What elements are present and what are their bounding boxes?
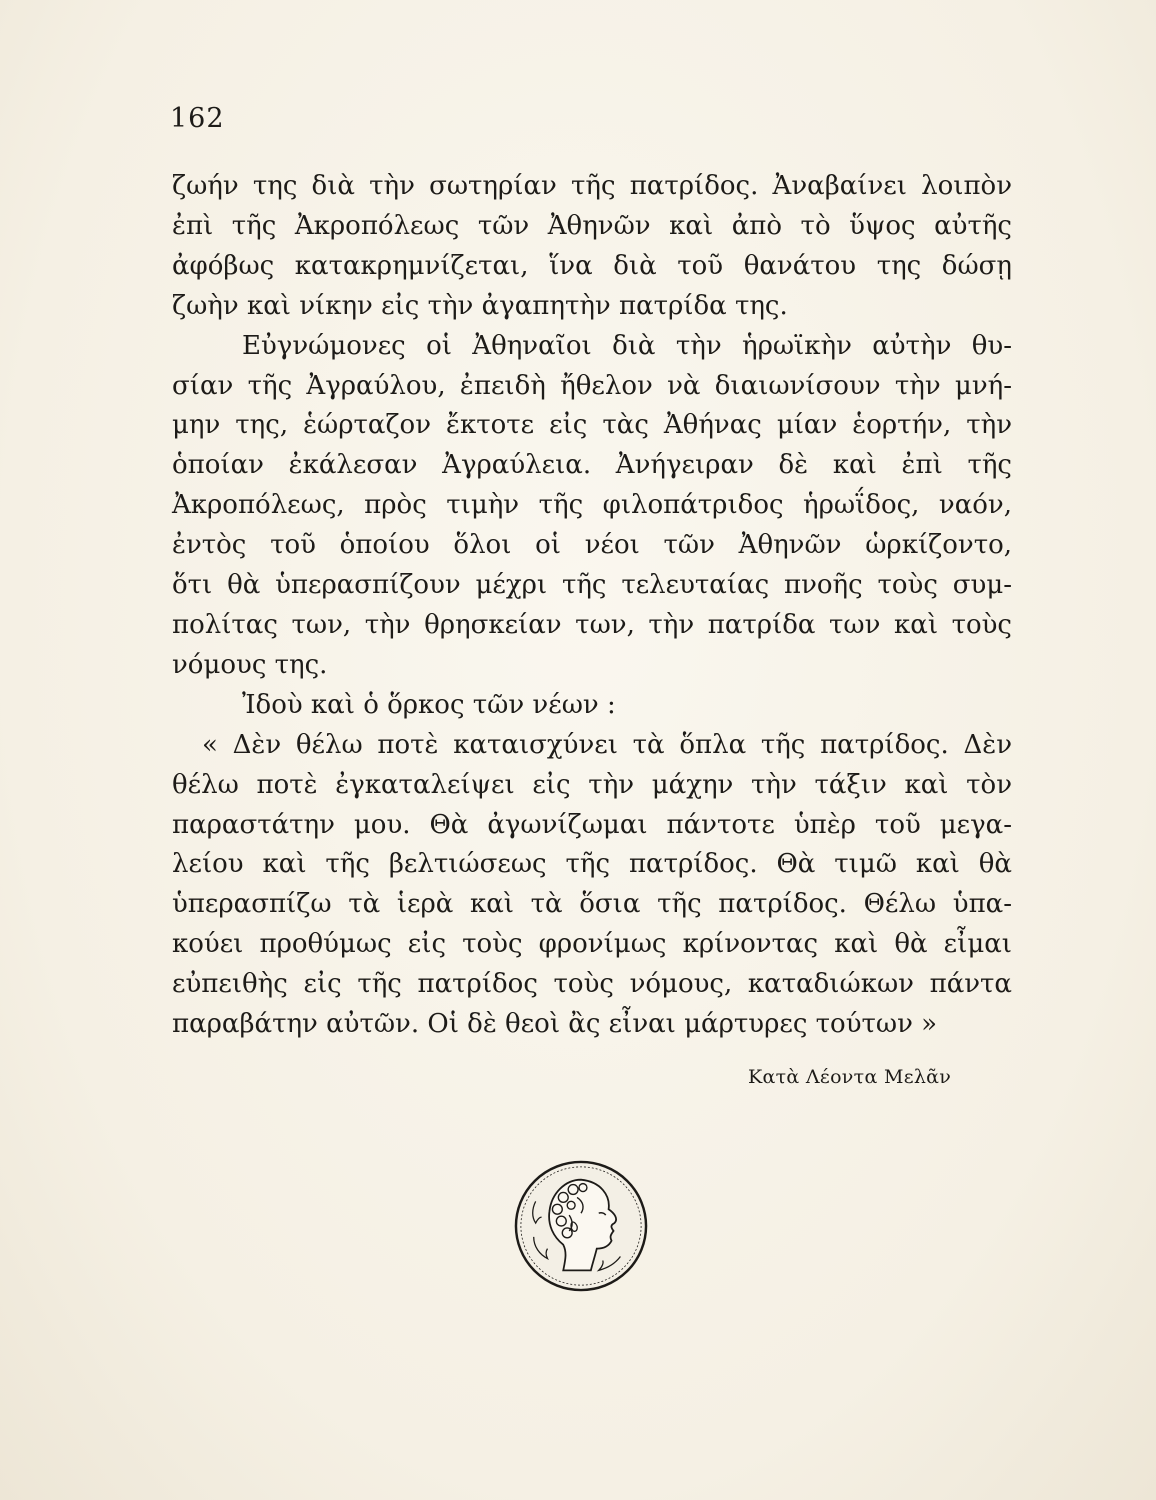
attribution: Κατὰ Λέοντα Μελᾶν bbox=[748, 1066, 952, 1088]
text-line: παραβάτην αὐτῶν. Οἱ δὲ θεοὶ ἂς εἶναι μάρτυρες τούτων » bbox=[172, 1009, 938, 1040]
body-text bbox=[172, 167, 1012, 1045]
text-line: μην της, ἑώρταζον ἔκτοτε εἰς τὰς Ἀθήνας μίαν ἑορτήν, τὴν bbox=[172, 410, 1012, 441]
paragraph-1 bbox=[172, 167, 1012, 327]
text-line: Ἀκροπόλεως, πρὸς τιμὴν τῆς φιλοπάτριδος ἡρωΐδος, ναόν, bbox=[172, 490, 1012, 521]
text-line: ὅτι θὰ ὑπερασπίζουν μέχρι τῆς τελευταίας πνοῆς τοὺς συμ- bbox=[172, 570, 1012, 601]
page-number: 162 bbox=[170, 103, 225, 134]
paragraph-2 bbox=[172, 327, 1012, 686]
text-line: νόμους της. bbox=[172, 649, 328, 680]
text-line: ζωὴν καὶ νίκην εἰς τὴν ἀγαπητὴν πατρίδα της. bbox=[172, 290, 788, 321]
text-line: ἐπὶ τῆς Ἀκροπόλεως τῶν Ἀθηνῶν καὶ ἀπὸ τὸ ὕψος αὐτῆς bbox=[172, 210, 1012, 241]
text-line: « Δὲν θέλω ποτὲ καταισχύνει τὰ ὅπλα τῆς πατρίδος. Δὲν bbox=[202, 729, 1012, 760]
text-line: παραστάτην μου. Θὰ ἀγωνίζωμαι πάντοτε ὑπὲρ τοῦ μεγα- bbox=[172, 809, 1012, 840]
text-line: σίαν τῆς Ἀγραύλου, ἐπειδὴ ἤθελον νὰ διαιωνίσουν τὴν μνή- bbox=[172, 370, 1012, 401]
text-line: πολίτας των, τὴν θρησκείαν των, τὴν πατρίδα των καὶ τοὺς bbox=[172, 609, 1012, 640]
text-line: ὑπερασπίζω τὰ ἱερὰ καὶ τὰ ὅσια τῆς πατρίδος. Θέλω ὑπα- bbox=[172, 889, 1012, 920]
text-line: εὐπειθὴς εἰς τῆς πατρίδος τοὺς νόμους, καταδιώκων πάντα bbox=[172, 969, 1012, 1000]
text-line: ὁποίαν ἐκάλεσαν Ἀγραύλεια. Ἀνήγειραν δὲ καὶ ἐπὶ τῆς bbox=[172, 450, 1012, 481]
text-line: ζωήν της διὰ τὴν σωτηρίαν τῆς πατρίδος. Ἀναβαίνει λοιπὸν bbox=[172, 171, 1012, 201]
text-line: κούει προθύμως εἰς τοὺς φρονίμως κρίνοντας καὶ θὰ εἶμαι bbox=[172, 929, 1012, 960]
text-line: λείου καὶ τῆς βελτιώσεως τῆς πατρίδος. Θὰ τιμῶ καὶ θὰ bbox=[172, 849, 1012, 880]
text-line: θέλω ποτὲ ἐγκαταλείψει εἰς τὴν μάχην τὴν τάξιν καὶ τὸν bbox=[172, 769, 1012, 800]
text-line: Ἰδοὺ καὶ ὁ ὅρκος τῶν νέων : bbox=[242, 689, 616, 720]
text-line: Εὐγνώμονες οἱ Ἀθηναῖοι διὰ τὴν ἡρωϊκὴν αὐτὴν θυ- bbox=[242, 330, 1012, 361]
text-line: ἐντὸς τοῦ ὁποίου ὅλοι οἱ νέοι τῶν Ἀθηνῶν ὡρκίζοντο, bbox=[172, 530, 1012, 561]
paragraph-3 bbox=[172, 686, 1012, 726]
oath-quote bbox=[172, 726, 1012, 1045]
text-line: ἀφόβως κατακρημνίζεται, ἵνα διὰ τοῦ θανάτου της δώσῃ bbox=[172, 250, 1012, 281]
coin-illustration-icon bbox=[512, 1158, 650, 1294]
